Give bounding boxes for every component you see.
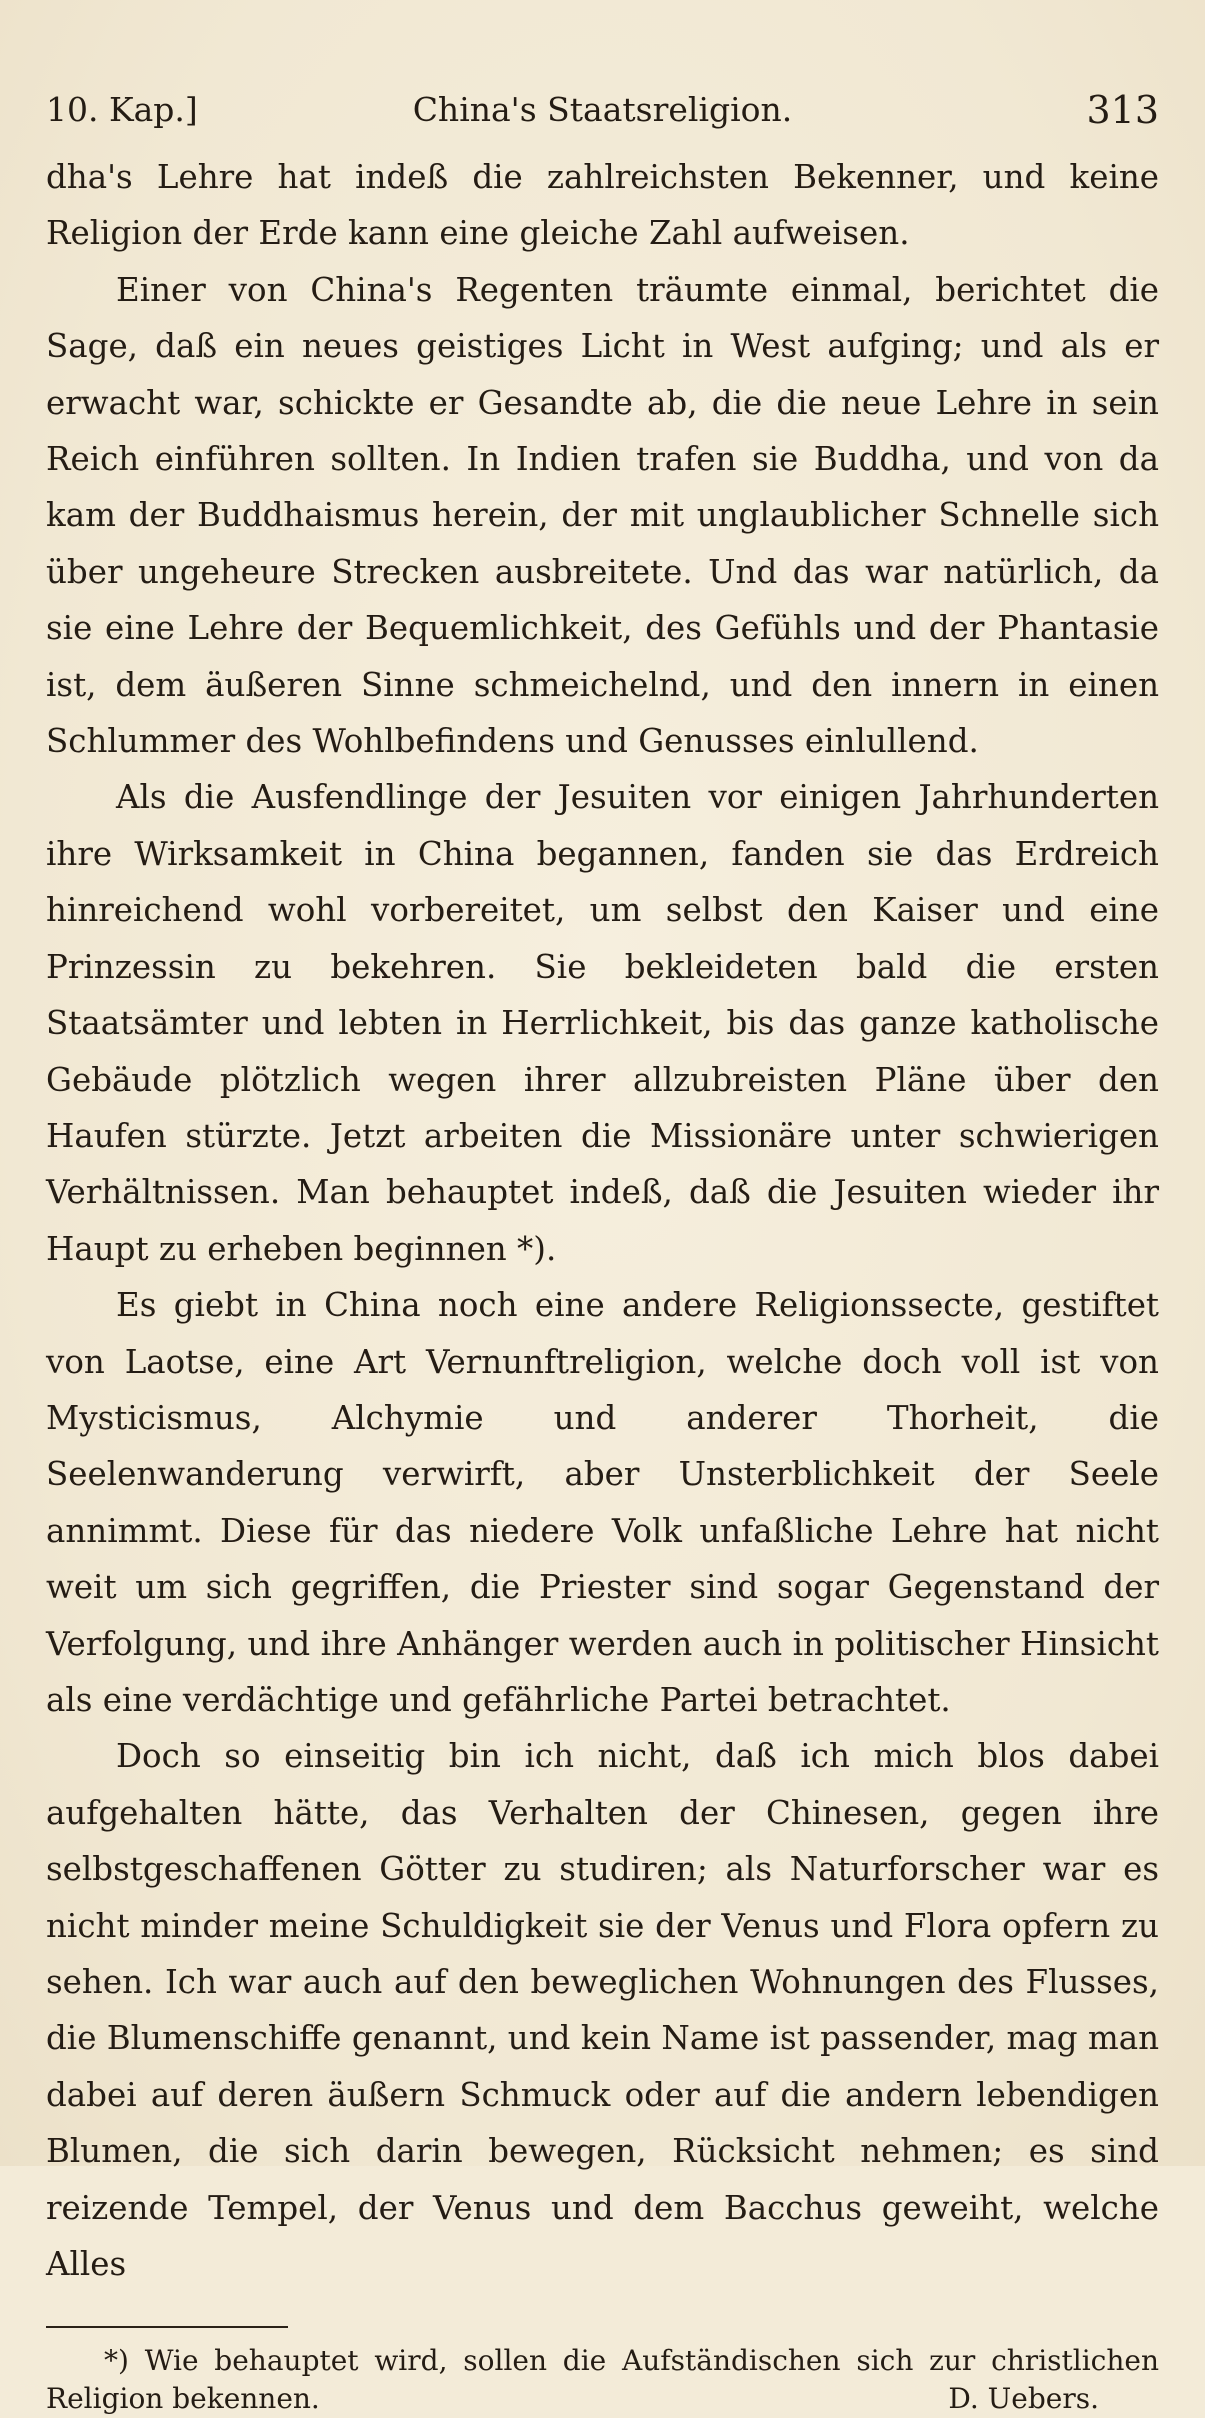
paragraph: Doch so einseitig bin ich nicht, daß ich mich blos dabei aufgehalten hätte, das Verhalten der Chinesen, gegen ihre selbstgeschaffenen Götter zu studiren; als Naturforscher war es nicht minder meine Schuldigkeit sie der Venus und Flora opfern zu sehen. Ich war auch auf den beweglichen Wohnungen des Flusses, die Blumenschiffe genannt, und kein Name ist passender, mag man dabei auf deren äußern Schmuck oder auf die andern lebendigen Blumen, die sich darin bewegen, Rücksicht nehmen; es sind reizende Tempel, der Venus und dem Bacchus geweiht, welche Alles — [46, 1737, 1159, 2284]
paragraph: Als die Ausfendlinge der Jesuiten vor einigen Jahrhunderten ihre Wirksamkeit in China begannen, fanden sie das Erdreich hinreichend wohl vorbereitet, um selbst den Kaiser und eine Prinzessin zu bekehren. Sie bekleideten bald die ersten Staatsämter und lebten in Herrlichkeit, bis das ganze katholische Gebäude plötzlich wegen ihrer allzubreisten Pläne über den Haufen stürzte. Jetzt arbeiten die Missionäre unter schwierigen Verhältnissen. Man behauptet indeß, daß die Jesuiten wieder ihr Haupt zu erheben beginnen *). — [46, 778, 1159, 1268]
chapter-label: 10. Kap.] — [46, 90, 198, 129]
page-title: China's Staatsreligion. — [412, 90, 793, 129]
footnote-text: Wie behauptet wird, sollen die Aufständischen sich zur christlichen Religion bekennen. — [46, 2344, 1159, 2416]
page-number: 313 — [1086, 88, 1159, 132]
footnote-signature: D. Uebers. — [948, 2382, 1099, 2416]
paragraph: Es giebt in China noch eine andere Religionssecte, gestiftet von Laotse, eine Art Vernunftreligion, welche doch voll ist von Mysticismus, Alchymie und anderer Thorheit, die Seelenwanderung verwirft, aber Unsterblichkeit der Seele annimmt. Diese für das niedere Volk unfaßliche Lehre hat nicht weit um sich gegriffen, die Priester sind sogar Gegenstand der Verfolgung, und ihre Anhänger werden auch in politischer Hinsicht als eine verdächtige und gefährliche Partei betrachtet. — [46, 1286, 1159, 1719]
footnote-marker: *) — [104, 2344, 129, 2378]
footnote — [46, 2342, 1159, 2418]
paragraph: Einer von China's Regenten träumte einmal, berichtet die Sage, daß ein neues geistiges Licht in West aufging; und als er erwacht war, schickte er Gesandte ab, die die neue Lehre in sein Reich einführen sollten. In Indien trafen sie Buddha, und von da kam der Buddhaismus herein, der mit unglaublicher Schnelle sich über ungeheure Strecken ausbreitete. Und das war natürlich, da sie eine Lehre der Bequemlichkeit, des Gefühls und der Phantasie ist, dem äußeren Sinne schmeichelnd, und den innern in einen Schlummer des Wohlbefindens und Genusses einlullend. — [46, 270, 1159, 761]
footnote-divider — [46, 2326, 288, 2328]
body-text — [46, 149, 1159, 2292]
running-head — [46, 75, 1159, 145]
paragraph-continued: dha's Lehre hat indeß die zahlreichsten Bekenner, und keine Religion der Erde kann eine gleiche Zahl aufweisen. — [46, 158, 1159, 253]
